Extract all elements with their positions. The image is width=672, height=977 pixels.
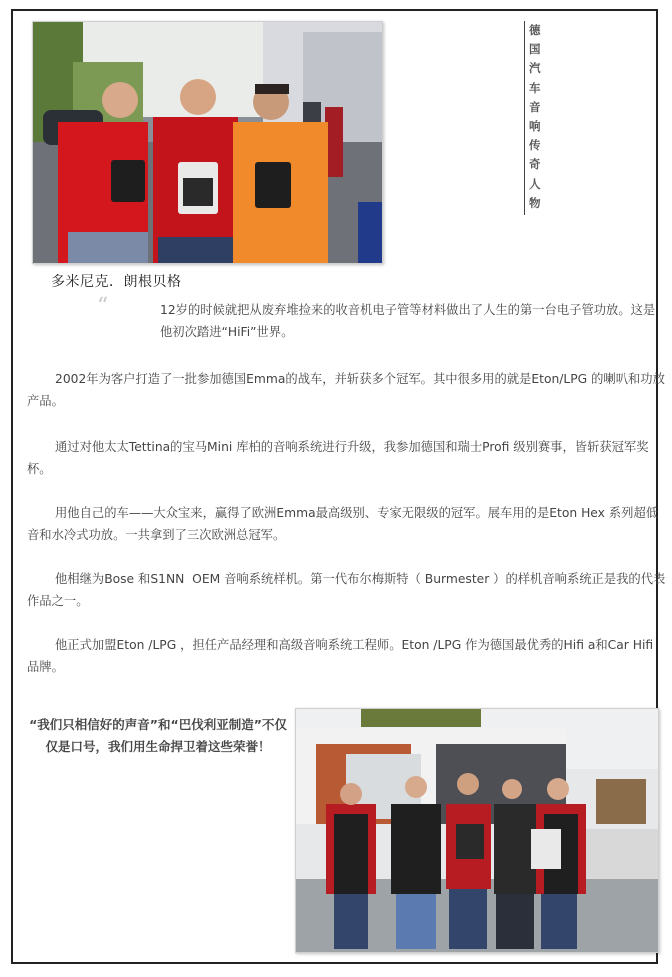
article-frame [11,9,666,964]
vertical-title-char: 汽 [529,61,541,76]
photo-team-group [295,708,659,953]
paragraph-vw-bora: 用他自己的车——大众宝来，赢得了欧洲Emma最高级别、专家无限级的冠军。展车用的是Eton Hex 系列超低音和水冷式功放。一共拿到了三次欧洲总冠军。 [27,506,659,542]
vertical-title-char: 人 [529,176,541,191]
photo-three-men-illustration [33,22,382,263]
vertical-title-char: 音 [529,99,541,114]
photo-team-illustration [296,709,658,952]
photo-caption: 多米尼克．朗根贝格 [51,274,182,290]
vertical-title-char: 国 [529,42,541,57]
vertical-title-char: 传 [529,138,541,153]
photo-three-men-holding-products [32,21,383,264]
quote-text: 12岁的时候就把从废弃堆捡来的收音机电子管等材料做出了人生的第一台电子管功放。这是他初次踏进“HiFi”世界。 [160,303,656,339]
vertical-title-char: 奇 [529,157,541,172]
paragraph-bose-burmester: 他相继为Bose 和S1NN OEM 音响系统样机。第一代布尔梅斯特（ Burmester ）的样机音响系统正是我的代表作品之一。 [27,572,666,608]
vertical-title [524,21,550,215]
vertical-title-char: 响 [529,119,541,134]
paragraph-mini-cooper: 通过对他太太Tettina的宝马Mini 库柏的音响系统进行升级，我参加德国和瑞士Profi 级别赛事，皆斩获冠军奖杯。 [27,440,649,476]
vertical-title-char: 车 [529,80,541,95]
paragraph-eton-lpg: 他正式加盟Eton /LPG ，担任产品经理和高级音响系统工程师。Eton /LPG 作为德国最优秀的Hifi a和Car Hifi 品牌。 [27,638,658,674]
slogan: “我们只相信好的声音”和“巴伐利亚制造”不仅仅是口号，我们用生命捍卫着这些荣誉！ [29,717,287,754]
vertical-title-char: 物 [529,195,541,210]
vertical-title-char: 德 [529,23,541,37]
quote-mark-icon: “ [97,294,109,319]
paragraph-2002-emma: 2002年为客户打造了一批参加德国Emma的战车，并斩获多个冠军。其中很多用的就是Eton/LPG 的喇叭和功放产品。 [27,372,665,408]
